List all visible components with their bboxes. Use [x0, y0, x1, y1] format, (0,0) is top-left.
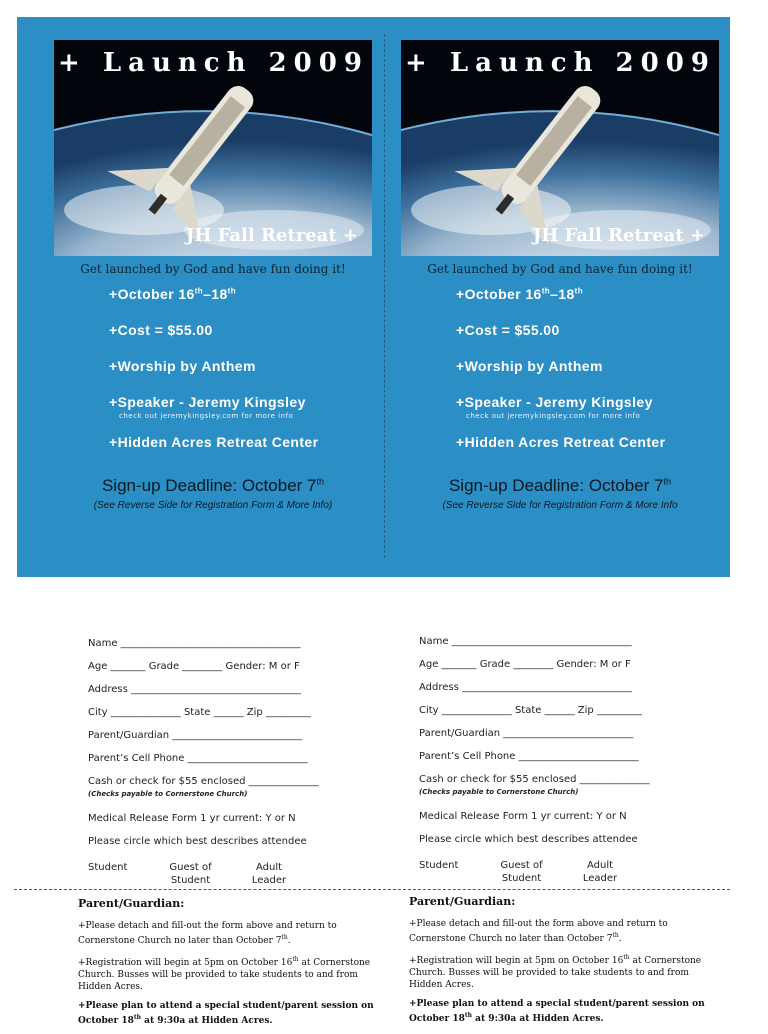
flyer-panel-right [401, 40, 719, 511]
flyer-panel-left [54, 40, 372, 511]
worship-item: +Worship by Anthem [456, 358, 603, 374]
option-adult-leader[interactable]: Adult Leader [251, 862, 287, 886]
cost-item: +Cost = $55.00 [456, 322, 560, 338]
registration-time-info: +Registration will begin at 5pm on October 16th at Cornerstone Church. Busses will be provided to take students to and from Hidden Acres. [78, 956, 371, 992]
dates-item: +October 16th–18th [456, 286, 583, 302]
return-form-instructions: +Please detach and fill-out the form above and return to Cornerstone Church no later than October 7th. [409, 919, 668, 944]
flyer-title: + Launch 2009 [405, 48, 716, 78]
return-form-instructions: +Please detach and fill-out the form above and return to Cornerstone Church no later than October 7th. [78, 921, 337, 946]
checks-payable-note: (Checks payable to Cornerstone Church) [88, 790, 248, 798]
location-item: +Hidden Acres Retreat Center [456, 434, 666, 450]
parent-info-right [409, 895, 709, 1032]
reverse-side-note: (See Reverse Side for Registration Form & More Info [442, 500, 678, 511]
address-field[interactable]: Address __________________________________ [419, 682, 633, 693]
speaker-item: +Speaker - Jeremy Kingsley check out jeremykingsley.com for more info [109, 394, 372, 434]
city-state-zip-field[interactable]: City ______________ State ______ Zip _________ [88, 707, 311, 718]
location-item: +Hidden Acres Retreat Center [109, 434, 319, 450]
shuttle-photo [401, 40, 719, 256]
parent-session-info: +Please plan to attend a special student/parent session on October 18th at 9:30a at Hidden Acres. [409, 999, 705, 1024]
dates-item: +October 16th–18th [109, 286, 236, 302]
medical-release-field[interactable]: Medical Release Form 1 yr current: Y or N [419, 811, 627, 822]
name-field[interactable]: Name ____________________________________ [88, 638, 301, 649]
payment-field[interactable]: Cash or check for $55 enclosed ______________ [88, 776, 319, 787]
parent-guardian-field[interactable]: Parent/Guardian __________________________ [419, 728, 634, 739]
reverse-side-note: (See Reverse Side for Registration Form & More Info) [93, 500, 333, 511]
option-student[interactable]: Student [88, 862, 128, 873]
registration-form-right [419, 636, 719, 885]
registration-time-info: +Registration will begin at 5pm on October 16th at Cornerstone Church. Busses will be provided to take students to and from Hidden Acres. [409, 954, 702, 990]
name-field[interactable]: Name ____________________________________ [419, 636, 632, 647]
shuttle-photo [54, 40, 372, 256]
parent-cell-field[interactable]: Parent’s Cell Phone ________________________ [419, 751, 639, 762]
cost-item: +Cost = $55.00 [109, 322, 213, 338]
parent-info-heading: Parent/Guardian: [78, 897, 185, 910]
payment-field[interactable]: Cash or check for $55 enclosed ______________ [419, 774, 650, 785]
city-state-zip-field[interactable]: City ______________ State ______ Zip _________ [419, 705, 642, 716]
medical-release-field[interactable]: Medical Release Form 1 yr current: Y or N [88, 813, 296, 824]
option-guest-of-student[interactable]: Guest of Student [500, 860, 543, 884]
flyer-subtitle: JH Fall Retreat + [185, 225, 358, 246]
tagline: Get launched by God and have fun doing it! [80, 262, 346, 276]
cut-line [14, 889, 730, 890]
signup-deadline: Sign-up Deadline: October 7th [448, 476, 672, 495]
parent-guardian-field[interactable]: Parent/Guardian __________________________ [88, 730, 303, 741]
parent-info-left [78, 897, 378, 1034]
signup-deadline: Sign-up Deadline: October 7th [101, 476, 325, 495]
attendee-type-prompt: Please circle which best describes attendee [419, 834, 638, 845]
speaker-note: check out jeremykingsley.com for more info [119, 412, 294, 420]
worship-item: +Worship by Anthem [109, 358, 256, 374]
flyer-subtitle: JH Fall Retreat + [532, 225, 705, 246]
registration-form-left [88, 638, 388, 887]
speaker-item: +Speaker - Jeremy Kingsley check out jeremykingsley.com for more info [456, 394, 719, 434]
tagline: Get launched by God and have fun doing it! [427, 262, 693, 276]
option-adult-leader[interactable]: Adult Leader [582, 860, 618, 884]
option-student[interactable]: Student [419, 860, 459, 871]
address-field[interactable]: Address __________________________________ [88, 684, 302, 695]
speaker-note: check out jeremykingsley.com for more info [466, 412, 641, 420]
parent-cell-field[interactable]: Parent’s Cell Phone ________________________ [88, 753, 308, 764]
flyer-title: + Launch 2009 [58, 48, 369, 78]
attendee-type-prompt: Please circle which best describes attendee [88, 836, 307, 847]
fold-divider [384, 34, 385, 558]
checks-payable-note: (Checks payable to Cornerstone Church) [419, 788, 579, 796]
parent-info-heading: Parent/Guardian: [409, 895, 516, 908]
option-guest-of-student[interactable]: Guest of Student [169, 862, 212, 886]
age-grade-gender-field[interactable]: Age _______ Grade ________ Gender: M or F [88, 661, 300, 672]
attendee-type-options [419, 859, 719, 885]
attendee-type-options [88, 861, 388, 887]
age-grade-gender-field[interactable]: Age _______ Grade ________ Gender: M or F [419, 659, 631, 670]
parent-session-info: +Please plan to attend a special student/parent session on October 18th at 9:30a at Hidden Acres. [78, 1001, 374, 1026]
